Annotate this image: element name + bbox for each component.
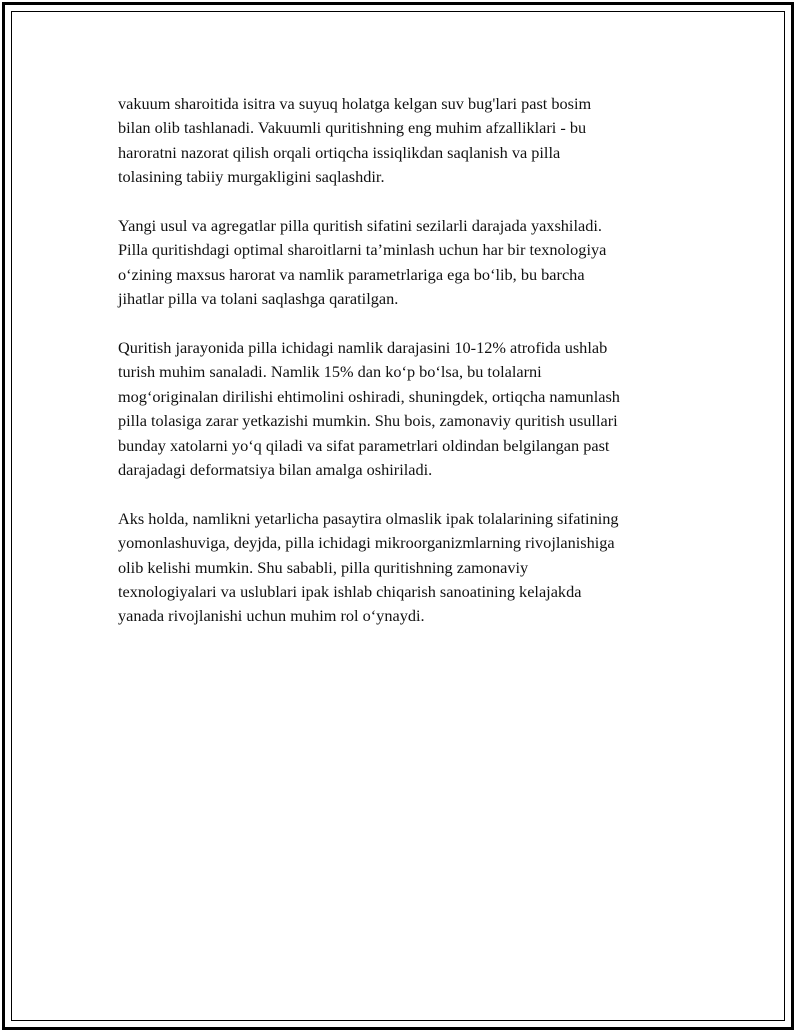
- text-line: haroratni nazorat qilish orqali ortiqcha issiqlikdan saqlanish va pilla: [118, 142, 561, 162]
- text-line: bilan olib tashlanadi. Vakuumli quritishning eng muhim afzalliklari - bu: [118, 118, 587, 138]
- text-line: pilla tolasiga zarar yetkazishi mumkin. Shu bois, zamonaviy quritish usullari: [118, 411, 618, 431]
- text-line: Pilla quritishdagi optimal sharoitlarni ta’minlash uchun har bir texnologiya: [118, 240, 607, 260]
- text-line: Yangi usul va agregatlar pilla quritish sifatini sezilarli darajada yaxshiladi.: [118, 216, 602, 236]
- text-line: yanada rivojlanishi uchun muhim rol o‘ynaydi.: [118, 606, 425, 626]
- paragraph-4: [118, 507, 698, 629]
- paragraph-2: [118, 214, 698, 312]
- text-line: darajadagi deformatsiya bilan amalga oshiriladi.: [118, 460, 433, 480]
- text-line: olib kelishi mumkin. Shu sababli, pilla quritishning zamonaviy: [118, 557, 529, 577]
- text-line: mog‘originalan dirilishi ehtimolini oshiradi, shuningdek, ortiqcha namunlash: [118, 386, 620, 406]
- text-line: Aks holda, namlikni yetarlicha pasaytira olmaslik ipak tolalarining sifatining: [118, 508, 619, 528]
- text-line: vakuum sharoitida isitra va suyuq holatga kelgan suv bug'lari past bosim: [118, 94, 592, 113]
- text-line: jihatlar pilla va tolani saqlashga qaratilgan.: [118, 289, 399, 309]
- text-line: bunday xatolarni yo‘q qiladi va sifat parametrlari oldindan belgilangan past: [118, 435, 610, 455]
- text-line: Quritish jarayonida pilla ichidagi namlik darajasini 10-12% atrofida ushlab: [118, 338, 608, 358]
- document-body: [118, 92, 698, 653]
- text-line: tolasining tabiiy murgakligini saqlashdir.: [118, 167, 385, 187]
- text-line: o‘zining maxsus harorat va namlik parametrlariga ega bo‘lib, bu barcha: [118, 264, 585, 284]
- paragraph-1: [118, 92, 698, 190]
- paragraph-3: [118, 336, 698, 482]
- text-line: turish muhim sanaladi. Namlik 15% dan ko‘p bo‘lsa, bu tolalarni: [118, 362, 542, 382]
- text-line: texnologiyalari va uslublari ipak ishlab chiqarish sanoatining kelajakda: [118, 582, 582, 602]
- text-line: yomonlashuviga, deyjda, pilla ichidagi mikroorganizmlarning rivojlanishiga: [118, 533, 615, 553]
